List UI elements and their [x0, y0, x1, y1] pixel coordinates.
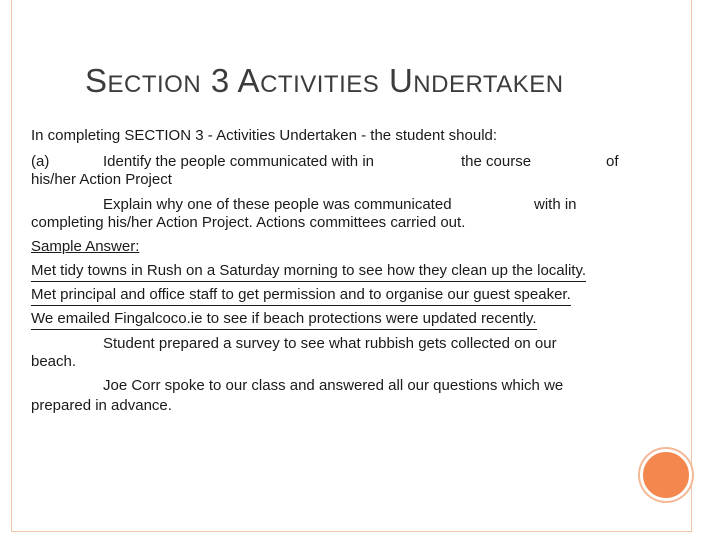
item-a-text: Identify the people communicated with in — [103, 153, 374, 170]
speaker-text: Joe Corr spoke to our class and answered all our questions which we — [103, 377, 564, 394]
item-a-text: the course — [461, 153, 532, 170]
answer-line: Met principal and office staff to get permission and to organise our guest speaker. — [31, 286, 571, 306]
answer-line: Met tidy towns in Rush on a Saturday morning to see how they clean up the locality. — [31, 262, 586, 282]
sample-answer-label: Sample Answer: — [31, 238, 140, 255]
item-a-text: his/her Action Project — [31, 171, 172, 188]
decorative-circle — [640, 449, 692, 501]
intro-text: In completing SECTION 3 - Activities Undertaken - the student should: — [31, 127, 498, 144]
answer-line: We emailed Fingalcoco.ie to see if beach protections were updated recently. — [31, 310, 537, 330]
explain-text: with in — [534, 196, 577, 213]
item-a-text: of — [606, 153, 619, 170]
speaker-text: prepared in advance. — [31, 397, 172, 414]
explain-text: Explain why one of these people was communicated — [103, 196, 452, 213]
slide-title: SECTION 3 ACTIVITIES UNDERTAKEN — [85, 62, 564, 99]
explain-text: completing his/her Action Project. Actions committees carried out. — [31, 214, 466, 231]
item-a-label: (a) — [31, 153, 50, 170]
survey-text: beach. — [31, 353, 77, 370]
survey-text: Student prepared a survey to see what rubbish gets collected on our — [103, 335, 557, 352]
